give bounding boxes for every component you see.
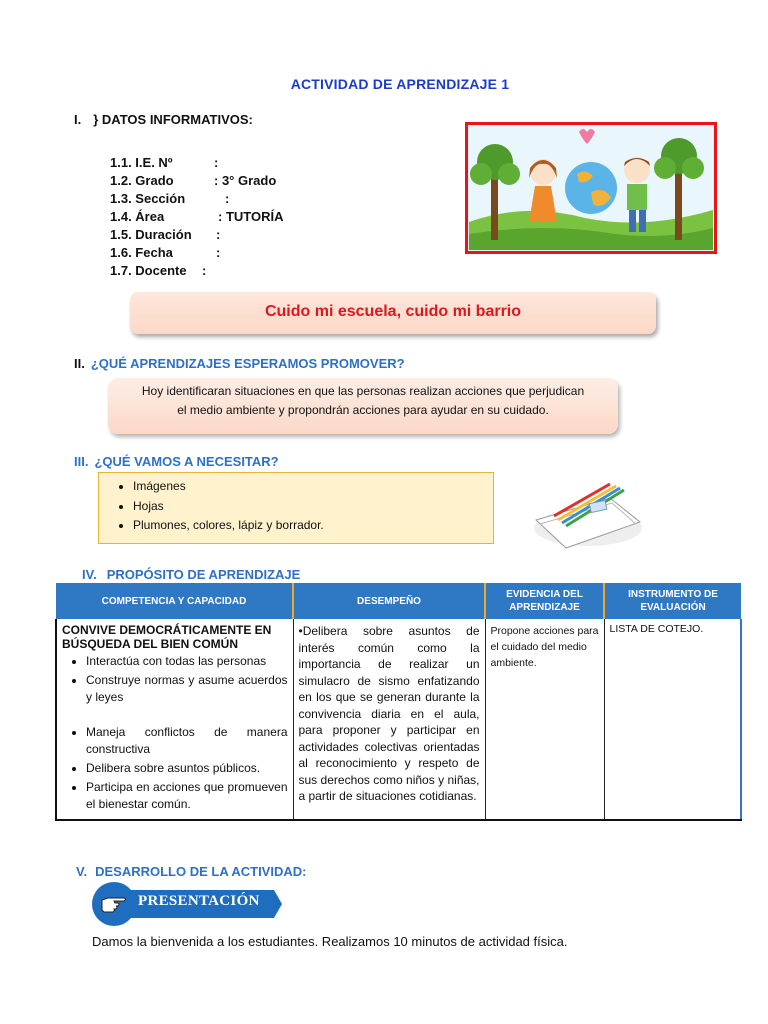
aprendizajes-line: Hoy identificaran situaciones en que las personas realizan acciones que perjudican <box>141 384 585 398</box>
activity-title-banner: Cuido mi escuela, cuido mi barrio <box>130 292 656 334</box>
materials-item: • Imágenes <box>133 477 493 497</box>
section-number: I. <box>74 112 82 127</box>
competencia-title: CONVIVE DEMOCRÁTICAMENTE EN BÚSQUEDA DEL BIEN COMÚN <box>62 623 272 651</box>
column-header: INSTRUMENTO DE EVALUACIÓN <box>604 583 741 619</box>
datos-row: 1.4. Área : TUTORÍA <box>110 209 284 224</box>
presentacion-label: PRESENTACIÓN <box>138 893 260 909</box>
section-proposito-heading <box>82 567 300 582</box>
datos-row: 1.7. Docente : <box>110 263 207 278</box>
section-datos-heading <box>74 112 253 127</box>
datos-informativos-list <box>110 154 284 280</box>
section-aprendizajes-heading <box>74 356 405 371</box>
section-label: ¿QUÉ APRENDIZAJES ESPERAMOS PROMOVER? <box>90 356 405 371</box>
materials-item: • Plumones, colores, lápiz y borrador. <box>133 516 493 536</box>
materials-box <box>98 472 494 544</box>
section-label: PROPÓSITO DE APRENDIZAJE <box>106 567 301 582</box>
datos-row: 1.6. Fecha : <box>110 245 221 260</box>
section-number: II. <box>74 356 85 371</box>
datos-row: 1.2. Grado : 3° Grado <box>110 173 277 188</box>
column-header: DESEMPEÑO <box>293 583 485 619</box>
capacidad-item: • Participa en acciones que promueven el bienestar común. <box>86 779 288 813</box>
section-label: } DATOS INFORMATIVOS: <box>93 112 253 127</box>
section-desarrollo-heading <box>76 864 306 879</box>
column-header: COMPETENCIA Y CAPACIDAD <box>56 583 293 619</box>
kids-earth-illustration <box>465 122 717 254</box>
proposito-table <box>55 583 742 821</box>
materials-item: • Hojas <box>133 497 493 517</box>
pencils-paper-illustration <box>526 476 648 554</box>
desempeno-cell: •Delibera sobre asuntos de interés común como la importancia de realizar un simulacro de sismo enfatizando en los que se generan durante la convivencia diaria en el aula, para proponer y participar en actividades colectivas orientadas al reconocimiento y respeto de sus derechos como niños y niñas, a partir de situaciones cotidianas. <box>293 619 485 820</box>
section-necesitar-heading <box>74 454 279 469</box>
section-number: III. <box>74 454 89 469</box>
pointing-hand-icon <box>100 892 128 916</box>
capacidad-item: • Construye normas y asume acuerdos y leyes <box>86 672 288 706</box>
competencia-cell <box>56 619 293 820</box>
column-header: EVIDENCIA DEL APRENDIZAJE <box>485 583 604 619</box>
presentacion-badge <box>92 882 292 926</box>
aprendizajes-callout <box>108 378 618 434</box>
section-number: V. <box>76 864 88 879</box>
section-number: IV. <box>82 567 97 582</box>
capacidad-item: • Interactúa con todas las personas <box>86 653 288 670</box>
presentacion-text: Damos la bienvenida a los estudiantes. Realizamos 10 minutos de actividad física. <box>92 934 568 949</box>
table-row <box>56 619 741 820</box>
datos-row: 1.1. I.E. Nº : <box>110 155 219 170</box>
table-header-row <box>56 583 741 619</box>
evidencia-cell: Propone acciones para el cuidado del medio ambiente. <box>485 619 604 820</box>
aprendizajes-line: el medio ambiente y propondrán acciones para ayudar en su cuidado. <box>177 403 549 417</box>
page-title: ACTIVIDAD DE APRENDIZAJE 1 <box>290 76 510 92</box>
instrumento-cell: LISTA DE COTEJO. <box>604 619 741 820</box>
capacidad-item: • Maneja conflictos de manera constructiva <box>86 724 288 758</box>
section-label: ¿QUÉ VAMOS A NECESITAR? <box>94 454 279 469</box>
section-label: DESARROLLO DE LA ACTIVIDAD: <box>95 864 307 879</box>
datos-row: 1.3. Sección : <box>110 191 230 206</box>
capacidad-item: • Delibera sobre asuntos públicos. <box>86 760 288 777</box>
datos-row: 1.5. Duración : <box>110 227 221 242</box>
